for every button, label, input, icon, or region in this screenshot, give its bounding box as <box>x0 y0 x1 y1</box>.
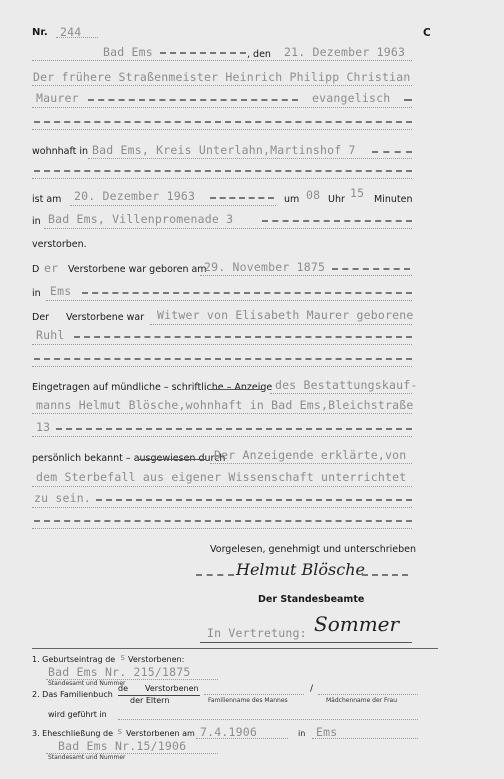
fill-dash <box>160 52 246 54</box>
fill-dash <box>74 336 412 338</box>
footer-item-2-de: de <box>118 684 128 693</box>
footer-item-2-slash: / <box>310 684 314 694</box>
verstorben-label: verstorben. <box>32 239 87 250</box>
birth-label: Verstorbene war geboren am <box>68 264 207 275</box>
dotted-line <box>70 205 276 206</box>
footer-item-3-in: in <box>298 729 306 738</box>
footer-item-2-kept-in: wird geführt in <box>48 710 107 719</box>
dotted-line <box>32 507 412 508</box>
marriage-place: Ems <box>316 725 338 739</box>
birth-place: Ems <box>50 284 72 298</box>
residence-label: wohnhaft in <box>32 146 89 157</box>
nr-label: Nr. <box>32 27 48 38</box>
deceased-religion: evangelisch <box>312 91 391 105</box>
fill-dash <box>34 121 412 123</box>
footer-item-1-label: 1. Geburtseintrag de <box>32 655 116 664</box>
marital-label: Verstorbene war <box>66 312 145 323</box>
dotted-line <box>200 275 412 276</box>
death-date: 20. Dezember 1963 <box>74 189 196 203</box>
fill-dash <box>82 292 412 294</box>
fill-dash <box>34 358 412 360</box>
dotted-line <box>32 486 412 487</box>
fill-dash <box>88 99 298 101</box>
footer-item-2-option-2: der Eltern <box>130 696 170 705</box>
read-approved-text: Vorgelesen, genehmigt und unterschrieben <box>210 544 417 555</box>
dotted-line <box>46 300 412 301</box>
informant-signature: Helmut Blösche <box>236 560 365 579</box>
footer-item-3-label-2: Verstorbenen am <box>126 729 195 738</box>
footer-item-3-caption: Standesamt und Nummer <box>48 754 126 761</box>
registry-place: Bad Ems <box>103 45 153 59</box>
dotted-line <box>32 413 412 414</box>
d-prefix: D <box>32 264 40 275</box>
registration-line-1: des Bestattungskauf- <box>275 378 418 392</box>
signature-line <box>200 642 412 643</box>
birth-date: 29. November 1875 <box>204 260 326 274</box>
death-hour: 08 <box>306 188 321 202</box>
residence-address: Bad Ems, Kreis Unterlahn,Martinshof 7 <box>92 143 356 157</box>
dotted-line <box>270 393 412 394</box>
maiden-name-caption: Mädchenname der Frau <box>326 697 398 704</box>
strike-line <box>209 389 264 390</box>
birth-record-ref: Bad Ems Nr. 215/1875 <box>48 665 191 679</box>
footer-item-2-option-1: Verstorbenen <box>145 684 199 693</box>
birth-place-label: in <box>32 288 41 299</box>
registration-line-2: manns Helmut Blösche,wohnhaft in Bad Ems,Bleichstraße <box>36 398 414 412</box>
dotted-line <box>150 324 412 325</box>
fill-dash <box>210 197 274 199</box>
dotted-line <box>32 178 412 179</box>
dotted-line <box>318 694 418 695</box>
record-number: 244 <box>60 25 82 39</box>
marital-line-1: Witwer von Elisabeth Maurer geborene <box>157 308 414 322</box>
dotted-line <box>118 719 418 720</box>
officer-signature: Sommer <box>314 612 400 636</box>
dotted-line <box>32 85 412 86</box>
in-vertretung-text: In Vertretung: <box>207 626 307 640</box>
footer-item-1-label-2: Verstorbenen: <box>128 655 185 664</box>
fill-dash <box>332 268 410 270</box>
fill-dash <box>372 151 412 153</box>
dotted-line <box>210 463 412 464</box>
footer-item-3-label: 3. Eheschließung de <box>32 729 114 738</box>
registry-date: 21. Dezember 1963 <box>284 45 406 59</box>
deceased-line-1: Der frühere Straßenmeister Heinrich Philipp Christian <box>33 70 411 84</box>
identity-line-3: zu sein. <box>34 491 91 505</box>
marital-line-2: Ruhl <box>36 328 65 342</box>
dotted-line <box>32 129 412 130</box>
gender-suffix: er <box>44 261 59 275</box>
dotted-line <box>204 694 304 695</box>
marriage-date: 7.4.1906 <box>200 725 257 739</box>
marriage-record-ref: Bad Ems Nr.15/1906 <box>58 739 187 753</box>
fill-dash <box>34 520 412 522</box>
dotted-line <box>32 344 412 345</box>
identity-line-2: dem Sterbefall aus eigener Wissenschaft unterrichtet <box>36 470 407 484</box>
husband-surname-caption: Familienname des Mannes <box>208 697 288 704</box>
death-place-label: in <box>32 216 41 227</box>
fill-dash <box>404 99 412 101</box>
dotted-line <box>32 528 412 529</box>
dotted-line <box>88 158 412 159</box>
der-prefix: Der <box>32 312 50 323</box>
minuten-label: Minuten <box>374 194 413 205</box>
strike-line <box>139 459 206 460</box>
registration-label: Eingetragen auf mündliche – schriftliche – Anzeige <box>32 382 273 393</box>
registration-line-3: 13 <box>36 420 51 434</box>
footer-item-3-suffix: s <box>117 727 123 737</box>
fill-dash <box>96 499 412 501</box>
dotted-line <box>32 107 412 108</box>
deceased-surname: Maurer <box>36 91 79 105</box>
fill-dash <box>362 574 408 576</box>
footer-divider <box>32 648 438 649</box>
fill-dash <box>56 428 412 430</box>
fill-dash <box>196 574 234 576</box>
death-date-label: ist am <box>32 194 62 205</box>
um-label: um <box>284 194 300 205</box>
register-letter: C <box>423 27 431 39</box>
dotted-line <box>312 738 418 739</box>
dotted-line <box>32 436 412 437</box>
identity-line-1: Der Anzeigende erklärte,von <box>214 448 407 462</box>
footer-item-1-caption: Standesamt und Nummer <box>48 680 126 687</box>
fill-dash <box>34 170 412 172</box>
officer-title: Der Standesbeamte <box>258 594 365 605</box>
identity-label: persönlich bekannt – ausgewiesen durch <box>32 453 226 464</box>
dotted-line <box>32 60 412 61</box>
dotted-line <box>32 366 412 367</box>
number-line <box>56 37 98 38</box>
den-label: , den <box>247 49 271 60</box>
footer-item-2-label: 2. Das Familienbuch <box>32 690 113 699</box>
death-place: Bad Ems, Villenpromenade 3 <box>48 212 234 226</box>
footer-item-1-suffix: s <box>120 653 126 663</box>
dotted-line <box>44 228 412 229</box>
dotted-line <box>196 738 288 739</box>
uhr-label: Uhr <box>328 194 345 205</box>
death-minutes: 15 <box>350 186 365 200</box>
fill-dash <box>262 220 412 222</box>
